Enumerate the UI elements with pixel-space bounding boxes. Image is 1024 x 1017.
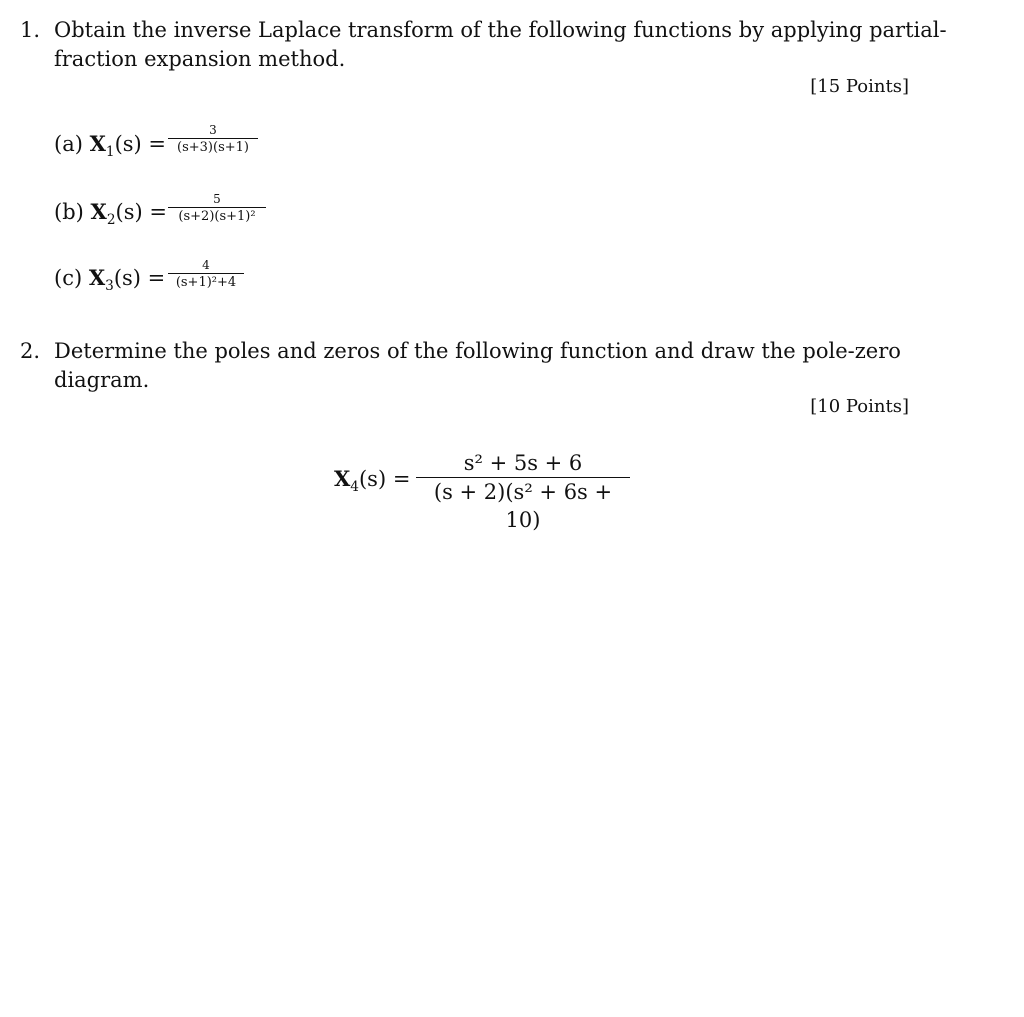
fraction-b — [168, 191, 266, 225]
question-1-points: [15 Points] — [810, 76, 909, 97]
equation-b-label: (b) $X_2(s)$ = — [54, 199, 167, 229]
equation-c-label: (c) $X_3(s)$ = — [54, 265, 166, 295]
question-2-text-line-1: Determine the poles and zeros of the following function and draw the pole-zero — [54, 339, 901, 363]
fraction-x4-denominator: (s + 2)(s² + 6s + 10) — [433, 480, 613, 532]
question-2-points: [10 Points] — [810, 396, 909, 417]
fraction-c — [168, 257, 244, 291]
question-1-number: 1. — [20, 18, 41, 42]
fraction-a-numerator: 3 — [209, 123, 217, 137]
fraction-b-denominator: (s+2)(s+1)² — [178, 209, 256, 224]
equation-a-label: (a) $X_1(s)$ = — [54, 131, 167, 161]
fraction-b-numerator: 5 — [213, 192, 221, 206]
fraction-a-denominator: (s+3)(s+1) — [177, 140, 249, 155]
fraction-c-numerator: 4 — [202, 258, 210, 272]
question-1-text-line-2: fraction expansion method. — [54, 47, 346, 71]
question-2-number: 2. — [20, 339, 41, 363]
question-1-text-line-1: Obtain the inverse Laplace transform of the following functions by applying partial- — [54, 18, 947, 42]
equation-x4-label: $X_4(s)$ = — [334, 466, 411, 496]
fraction-x4-numerator: s² + 5s + 6 — [463, 451, 583, 475]
question-2-text-line-2: diagram. — [54, 368, 150, 392]
fraction-x4 — [416, 449, 630, 534]
fraction-a — [168, 122, 258, 156]
fraction-c-denominator: (s+1)²+4 — [175, 275, 237, 290]
